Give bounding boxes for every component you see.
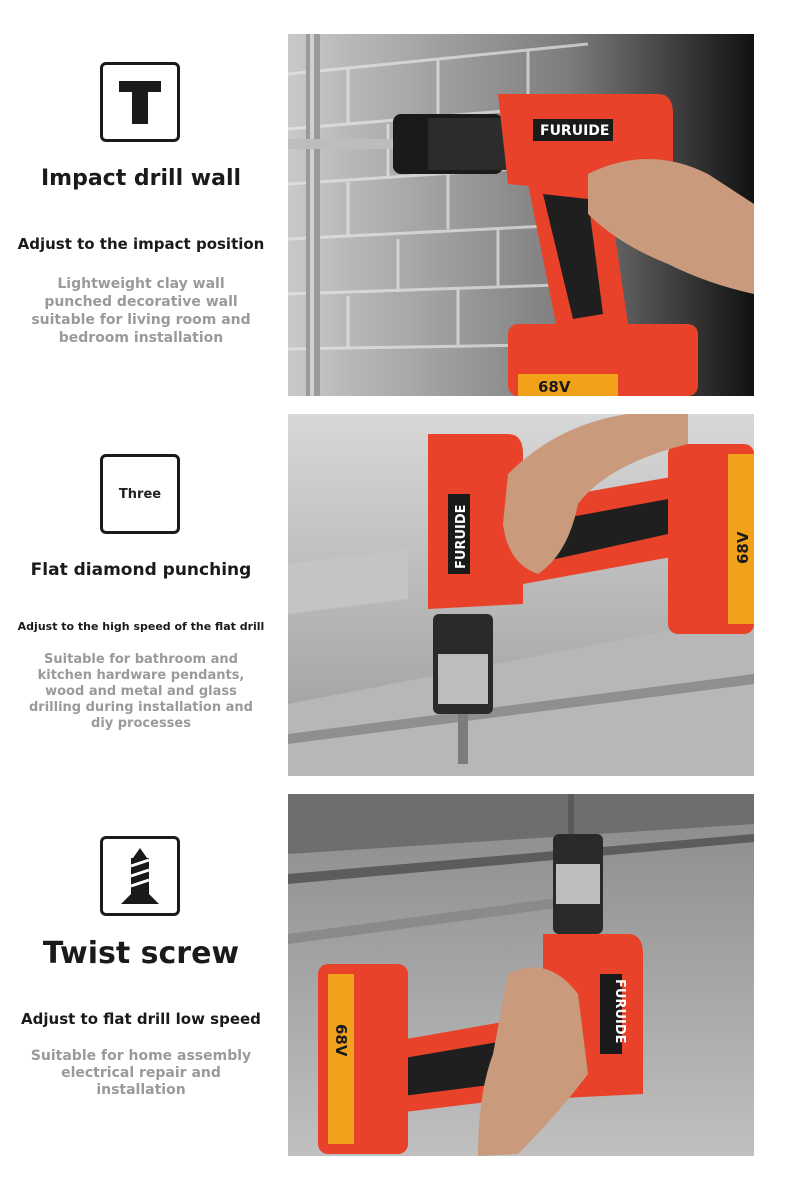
section-text-column: [0, 410, 282, 790]
section-description: Lightweight clay wall punched decorative wall suitable for living room and bedroom installation: [31, 276, 251, 346]
drill-bit-icon: [100, 836, 180, 916]
section-description: Suitable for bathroom and kitchen hardware pendants, wood and metal and glass drilling during installation and diy processes: [29, 652, 253, 731]
section-text-column: [0, 790, 282, 1170]
voltage-label: 68V: [538, 378, 571, 396]
hammer-icon: [100, 62, 180, 142]
section-title: Impact drill wall: [40, 166, 242, 191]
brand-label: FURUIDE: [540, 123, 610, 139]
voltage-label: 68V: [332, 1024, 350, 1057]
drill-screw-photo: [288, 794, 754, 1156]
section-subtitle: Adjust to the impact position: [17, 235, 265, 253]
section-subtitle: Adjust to flat drill low speed: [21, 1010, 261, 1028]
section-text-column: [0, 30, 282, 410]
step-box: [100, 454, 180, 534]
brand-label: FURUIDE: [454, 504, 469, 569]
section-twist-screw: [0, 790, 790, 1170]
drill-wall-photo: [288, 34, 754, 396]
section-subtitle: Adjust to the high speed of the flat drill: [17, 620, 265, 633]
voltage-label: 68V: [734, 531, 752, 564]
section-flat-diamond: [0, 410, 790, 790]
section-impact-drill: [0, 30, 790, 410]
brand-label: FURUIDE: [612, 979, 627, 1044]
section-description: Suitable for home assembly electrical repair and installation: [30, 1048, 252, 1098]
section-title: Flat diamond punching: [30, 560, 252, 580]
drill-flat-photo: [288, 414, 754, 776]
step-box-label: Three: [118, 486, 162, 502]
section-title: Twist screw: [42, 936, 240, 971]
